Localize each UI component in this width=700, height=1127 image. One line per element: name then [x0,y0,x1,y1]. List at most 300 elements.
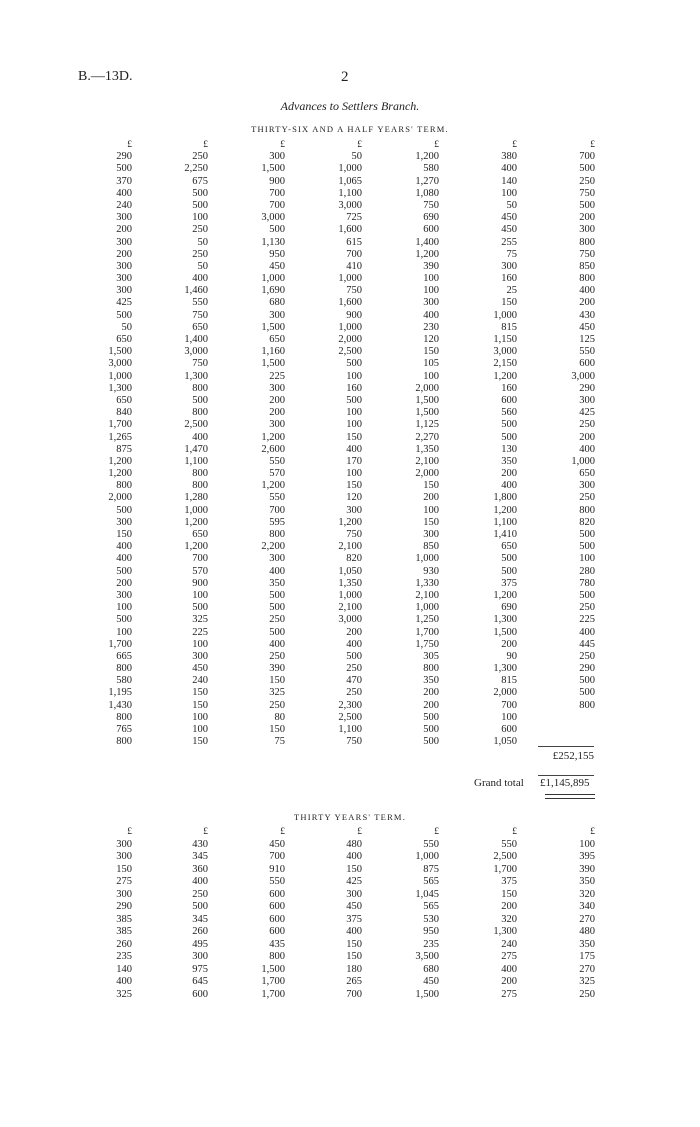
table-cell: 320 [579,888,595,900]
table-cell: 1,200 [108,455,132,467]
table-cell: 690 [501,602,517,614]
table-cell: 1,000 [493,309,517,321]
table-cell: 250 [579,419,595,431]
currency-symbol: £ [512,140,517,150]
table-cell: 700 [346,248,362,260]
table-cell: 750 [346,736,362,748]
table-cell: 1,700 [261,976,285,987]
table-cell: 450 [192,663,208,675]
table-cell: 750 [346,285,362,297]
table-cell: 1,700 [261,988,285,1000]
table-cell: 1,200 [415,248,439,260]
table-cell: 1,000 [415,602,439,614]
table-cell: 180 [346,963,362,975]
table-cell: 150 [192,687,208,699]
table-cell: 1,080 [415,187,439,199]
table-cell: 2,600 [261,443,285,455]
table-cell: 400 [346,443,362,455]
table-cell: 3,000 [338,199,362,211]
table-cell: 150 [346,431,362,443]
table-cell: 975 [192,963,208,975]
table-cell: 200 [501,976,517,987]
table-cell: 1,600 [338,297,362,309]
table-cell: 430 [579,309,595,321]
table-cell: 550 [192,297,208,309]
table-cell: 500 [501,419,517,431]
table-cell: 375 [501,876,517,887]
table-cell: 750 [423,199,439,211]
table-cell: 650 [192,529,208,540]
table-cell: 500 [423,724,439,735]
table-cell: 390 [579,863,595,875]
table-cell: 340 [579,901,595,912]
table-cell: 445 [579,638,595,650]
table-cell: 150 [346,938,362,950]
table-column [377,139,439,748]
currency-symbol: £ [512,827,517,837]
table-cell: 450 [346,901,362,912]
table-cell: 325 [269,687,285,699]
table-cell: 875 [116,443,132,455]
table-cell: 2,500 [338,711,362,723]
table-cell: 250 [346,687,362,699]
table-cell: 500 [192,394,208,406]
table-cell: 3,000 [261,212,285,224]
table-cell: 300 [269,553,285,565]
table-cell: 100 [579,838,595,850]
table-cell: 820 [346,553,362,565]
table-cell: 345 [192,851,208,862]
table-cell: 3,500 [415,951,439,962]
table-cell: 500 [192,901,208,912]
table-cell: 950 [423,926,439,937]
table-cell: 500 [501,565,517,577]
table-cell: 2,250 [184,163,208,175]
table-cell: 700 [269,504,285,516]
table-cell: 665 [116,650,132,662]
table-cell: 1,430 [108,699,132,711]
table-cell: 200 [346,626,362,638]
table-cell: 500 [269,224,285,236]
grand-total-double-rule [545,798,595,799]
table-cell: 400 [579,626,595,638]
table-cell: 345 [192,913,208,925]
table-cell: 290 [579,663,595,675]
table-cell: 840 [116,407,132,419]
table-cell: 500 [269,626,285,638]
table-cell: 675 [192,175,208,187]
table-cell: 500 [579,589,595,601]
table-cell: 400 [116,187,132,199]
table-cell: 300 [579,224,595,236]
table-cell: 800 [579,236,595,248]
table-cell: 275 [116,876,132,887]
table-cell: 850 [423,541,439,553]
table-cell: 500 [116,504,132,516]
table-cell: 350 [423,675,439,687]
table-cell: 125 [579,334,595,345]
table-cell: 2,100 [338,602,362,614]
table-cell: 1,100 [184,455,208,467]
table-cell: 225 [269,370,285,382]
table-cell: 250 [579,650,595,662]
table-cell: 390 [423,260,439,272]
table-cell: 230 [423,321,439,333]
table-cell: 160 [501,273,517,285]
table-cell: 160 [501,382,517,394]
table-cell: 550 [269,455,285,467]
table-cell: 1,000 [415,851,439,862]
table-cell: 500 [116,163,132,175]
table-cell: 1,700 [493,863,517,875]
table-cell: 650 [192,321,208,333]
table-cell: 300 [501,260,517,272]
table-cell: 750 [346,529,362,540]
table-cell: 500 [116,614,132,626]
table-cell: 930 [423,565,439,577]
table-cell: 3,000 [571,370,595,382]
table-cell: 140 [501,175,517,187]
table-cell: 50 [197,260,208,272]
table-cell: 240 [192,675,208,687]
currency-symbol: £ [127,140,132,150]
table-cell: 500 [346,650,362,662]
table-cell: 500 [346,358,362,370]
grand-total-value: £1,145,895 [540,777,590,789]
currency-symbol: £ [280,827,285,837]
table-cell: 150 [116,863,132,875]
table-cell: 275 [501,988,517,1000]
grand-total-double-rule [545,794,595,795]
table-column [533,826,595,1001]
currency-symbol: £ [590,827,595,837]
table-cell: 1,300 [493,663,517,675]
table-cell: 200 [501,901,517,912]
table-cell: 300 [579,394,595,406]
table-cell: 1,150 [493,334,517,345]
table-cell: 250 [192,224,208,236]
table-cell: 290 [116,151,132,163]
table-cell: 50 [121,321,132,333]
table-cell: 1,265 [108,431,132,443]
table-cell: 680 [269,297,285,309]
table-cell: 375 [346,913,362,925]
table-cell: 425 [579,407,595,419]
table-cell: 250 [346,663,362,675]
table-cell: 1,350 [338,577,362,589]
currency-symbol: £ [203,140,208,150]
table-cell: 1,500 [108,346,132,358]
table-cell: 700 [269,187,285,199]
section-title-thirty-six-half: THIRTY-SIX AND A HALF YEARS' TERM. [251,124,449,134]
table-cell: 800 [116,736,132,748]
table-cell: 500 [192,199,208,211]
table-cell: 500 [423,711,439,723]
table-cell: 305 [423,650,439,662]
table-cell: 100 [501,711,517,723]
table-cell: 200 [501,638,517,650]
table-cell: 385 [116,926,132,937]
table-cell: 400 [501,963,517,975]
table-cell: 570 [192,565,208,577]
table-cell: 600 [579,358,595,370]
table-cell: 400 [116,553,132,565]
table-cell: 390 [269,663,285,675]
table-cell: 3,000 [493,346,517,358]
table-column [223,826,285,1001]
table-cell: 750 [192,309,208,321]
table-cell: 250 [579,175,595,187]
table-cell: 200 [501,468,517,480]
table-cell: 150 [269,724,285,735]
table-cell: 300 [116,285,132,297]
table-cell: 200 [116,224,132,236]
table-cell: 495 [192,938,208,950]
table-cell: 375 [501,577,517,589]
page-number: 2 [341,69,349,85]
section-title-thirty-years: THIRTY YEARS' TERM. [293,812,407,822]
table-cell: 300 [269,151,285,163]
table-cell: 200 [423,687,439,699]
table-cell: 1,350 [415,443,439,455]
table-column [223,139,285,748]
table-cell: 300 [116,236,132,248]
table-cell: 225 [192,626,208,638]
table-cell: 175 [579,951,595,962]
table-cell: 300 [346,504,362,516]
table-cell: 1,000 [184,504,208,516]
table-cell: 150 [116,529,132,540]
branch-title: Advances to Settlers Branch. [280,99,420,113]
table-cell: 280 [579,565,595,577]
table-cell: 1,700 [108,638,132,650]
table-column [455,826,517,1001]
table-cell: 270 [579,963,595,975]
table-cell: 650 [269,334,285,345]
subtotal-rule-bottom [538,775,594,776]
table-cell: 765 [116,724,132,735]
table-cell: 160 [346,382,362,394]
table-cell: 235 [423,938,439,950]
subtotal-rule [538,746,594,747]
table-cell: 300 [116,516,132,528]
table-cell: 530 [423,913,439,925]
table-cell: 400 [346,926,362,937]
table-cell: 1,000 [261,273,285,285]
currency-symbol: £ [590,140,595,150]
table-cell: 480 [346,838,362,850]
table-cell: 300 [346,888,362,900]
table-cell: 240 [501,938,517,950]
table-cell: 100 [192,589,208,601]
table-cell: 150 [501,297,517,309]
table-cell: 600 [269,913,285,925]
table-cell: 1,000 [338,273,362,285]
table-cell: 650 [116,394,132,406]
table-cell: 120 [423,334,439,345]
table-column [70,139,132,748]
table-cell: 100 [346,419,362,431]
table-column [70,826,132,1001]
table-cell: 1,500 [261,963,285,975]
table-cell: 300 [116,851,132,862]
table-cell: 725 [346,212,362,224]
table-column [146,826,208,1001]
table-cell: 600 [269,888,285,900]
table-cell: 615 [346,236,362,248]
currency-symbol: £ [127,827,132,837]
table-cell: 580 [423,163,439,175]
table-cell: 1,200 [493,370,517,382]
table-cell: 325 [579,976,595,987]
table-cell: 1,410 [493,529,517,540]
table-cell: 550 [579,346,595,358]
table-cell: 50 [351,151,362,163]
table-cell: 200 [579,431,595,443]
table-cell: 2,300 [338,699,362,711]
table-cell: 225 [579,614,595,626]
table-cell: 750 [579,248,595,260]
table-cell: 1,100 [338,724,362,735]
table-cell: 100 [423,504,439,516]
table-column [533,139,595,712]
table-cell: 400 [346,851,362,862]
table-cell: 100 [579,553,595,565]
table-cell: 645 [192,976,208,987]
table-cell: 350 [579,938,595,950]
table-cell: 800 [116,711,132,723]
table-cell: 275 [501,951,517,962]
table-cell: 690 [423,212,439,224]
table-cell: 500 [269,602,285,614]
table-cell: 800 [192,480,208,492]
table-cell: 300 [192,951,208,962]
table-cell: 100 [192,711,208,723]
table-cell: 850 [579,260,595,272]
table-cell: 400 [501,480,517,492]
table-cell: 300 [423,529,439,540]
table-cell: 950 [269,248,285,260]
table-cell: 800 [579,273,595,285]
table-cell: 500 [579,199,595,211]
currency-symbol: £ [434,140,439,150]
table-cell: 150 [346,951,362,962]
table-cell: 550 [423,838,439,850]
table-cell: 250 [269,699,285,711]
table-column [455,139,517,748]
table-cell: 300 [116,589,132,601]
table-cell: 300 [192,650,208,662]
table-cell: 2,000 [338,334,362,345]
table-cell: 2,000 [415,382,439,394]
table-cell: 450 [579,321,595,333]
table-cell: 700 [269,199,285,211]
table-cell: 600 [269,926,285,937]
table-cell: 270 [579,913,595,925]
table-cell: 300 [116,212,132,224]
table-cell: 650 [501,541,517,553]
table-cell: 1,130 [261,236,285,248]
table-cell: 140 [116,963,132,975]
table-cell: 1,600 [338,224,362,236]
currency-symbol: £ [357,827,362,837]
table-cell: 350 [501,455,517,467]
table-cell: 3,000 [338,614,362,626]
table-cell: 800 [579,699,595,711]
table-cell: 1,200 [493,589,517,601]
table-cell: 1,050 [493,736,517,748]
table-cell: 700 [269,851,285,862]
table-cell: 300 [116,888,132,900]
table-cell: 2,500 [184,419,208,431]
table-cell: 1,500 [415,988,439,1000]
table-cell: 800 [192,407,208,419]
table-cell: 320 [501,913,517,925]
table-cell: 1,160 [261,346,285,358]
table-cell: 370 [116,175,132,187]
table-cell: 500 [501,553,517,565]
table-cell: 2,200 [261,541,285,553]
table-cell: 400 [269,565,285,577]
table-cell: 565 [423,901,439,912]
table-cell: 600 [501,394,517,406]
table-cell: 1,200 [184,541,208,553]
table-cell: 1,500 [261,321,285,333]
table-cell: 200 [423,699,439,711]
table-cell: 435 [269,938,285,950]
table-cell: 1,000 [338,321,362,333]
currency-symbol: £ [280,140,285,150]
table-cell: 780 [579,577,595,589]
subtotal-value: £252,155 [552,750,594,762]
table-cell: 3,000 [108,358,132,370]
table-cell: 300 [423,297,439,309]
table-cell: 450 [269,260,285,272]
table-cell: 2,500 [493,851,517,862]
table-cell: 500 [579,687,595,699]
table-cell: 500 [501,431,517,443]
table-cell: 910 [269,863,285,875]
table-cell: 400 [192,876,208,887]
table-cell: 500 [579,529,595,540]
table-cell: 400 [346,638,362,650]
table-cell: 1,500 [261,163,285,175]
table-cell: 1,330 [415,577,439,589]
table-cell: 75 [274,736,285,748]
table-cell: 2,000 [415,468,439,480]
table-cell: 200 [423,492,439,504]
table-cell: 750 [579,187,595,199]
table-cell: 1,500 [415,394,439,406]
table-cell: 1,200 [184,516,208,528]
table-cell: 700 [501,699,517,711]
table-column [300,139,362,748]
table-cell: 150 [501,888,517,900]
table-cell: 290 [579,382,595,394]
table-cell: 600 [192,988,208,1000]
table-cell: 150 [423,516,439,528]
table-cell: 425 [346,876,362,887]
currency-symbol: £ [434,827,439,837]
table-cell: 260 [116,938,132,950]
table-cell: 100 [192,638,208,650]
table-cell: 1,750 [415,638,439,650]
table-cell: 240 [116,199,132,211]
table-cell: 1,125 [415,419,439,431]
table-cell: 100 [116,626,132,638]
table-cell: 300 [116,260,132,272]
table-cell: 200 [269,394,285,406]
